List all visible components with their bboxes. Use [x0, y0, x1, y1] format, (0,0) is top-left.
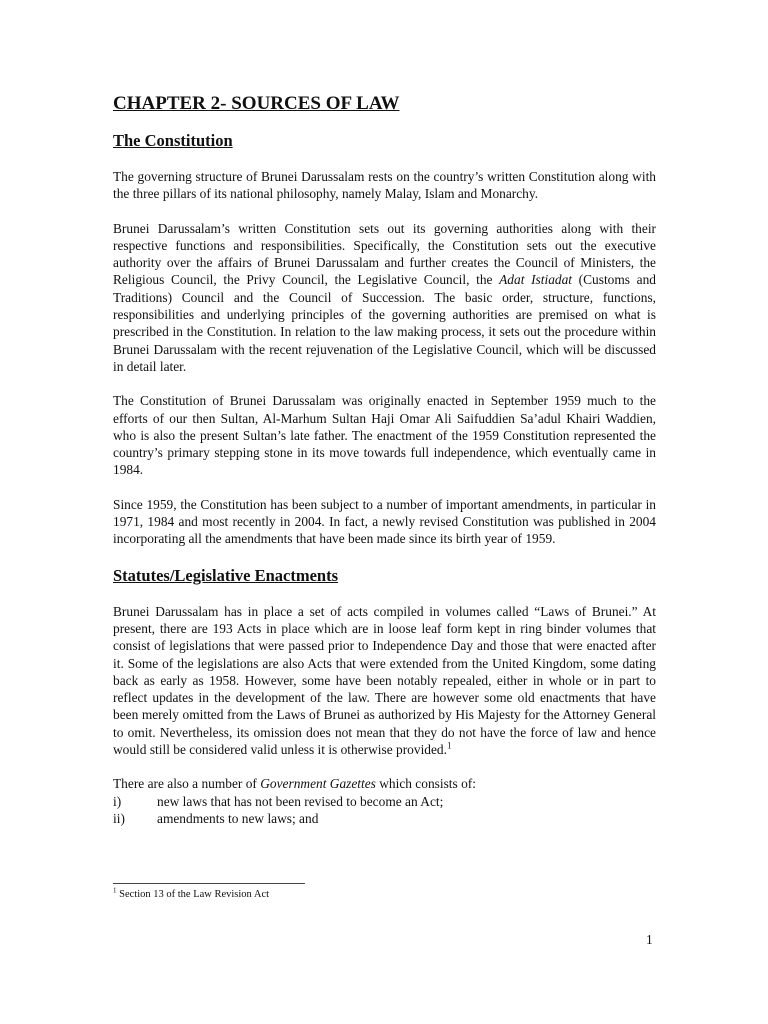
list-item-text: amendments to new laws; and	[157, 810, 319, 826]
statutes-paragraph-1-text: Brunei Darussalam has in place a set of acts compiled in volumes called “Laws of Brunei.” At present, there are 193 Acts in place which are in loose leaf form kept in ring binder volumes that consist of legislations that were passed prior to Independence Day and those that were enacted after it. Some of the legislations are also Acts that were extended from the United Kingdom, some dating back as early as 1958. However, some have been notably repealed, either in whole or in part to reflect updates in the development of the law. There are however some old enactments that have been merely omitted from the Laws of Brunei as authorized by His Majesty for the Attorney General to omit. Nevertheless, its omission does not mean that they do not have the force of law and hence would still be considered valid unless it is otherwise provided.	[113, 603, 656, 758]
statutes-paragraph-2-part-a: There are also a number of	[113, 776, 261, 792]
list-item-number: i)	[113, 793, 122, 809]
footnote-marker: 1	[113, 886, 117, 895]
adat-istiadat-italic: Adat Istiadat	[499, 272, 572, 288]
page-content	[113, 92, 656, 827]
constitution-paragraph-1: The governing structure of Brunei Darussalam rests on the country’s written Constitution along with the three pillars of its national philosophy, namely Malay, Islam and Monarchy.	[113, 169, 656, 202]
gazette-list	[113, 793, 656, 828]
constitution-paragraph-2	[113, 220, 656, 376]
list-item	[113, 793, 656, 810]
footnote-divider	[113, 883, 305, 884]
list-item	[113, 810, 656, 827]
constitution-paragraph-2-part-b: (Customs and Traditions) Council and the Council of Succession. The basic order, structure, functions, responsibilities and underlying principles of the governing authorities are premised on what is prescribed in the Constitution. In relation to the law making process, it sets out the procedure within Brunei Darussalam with the recent rejuvenation of the Legislative Council, which will be discussed in detail later.	[113, 272, 656, 374]
constitution-paragraph-3: The Constitution of Brunei Darussalam was originally enacted in September 1959 much to the efforts of our then Sultan, Al-Marhum Sultan Haji Omar Ali Saifuddien Sa’adul Khairi Waddien, who is also the present Sultan’s late father. The enactment of the 1959 Constitution represented the country’s primary stepping stone in its move towards full independence, which eventually came in 1984.	[113, 393, 656, 478]
statutes-paragraph-1	[113, 603, 656, 759]
statutes-paragraph-2-part-b: which consists of:	[375, 776, 476, 792]
government-gazettes-italic: Government Gazettes	[260, 776, 376, 792]
constitution-paragraph-4: Since 1959, the Constitution has been subject to a number of important amendments, in particular in 1971, 1984 and most recently in 2004. In fact, a newly revised Constitution was published in 2004 incorporating all the amendments that have been made since its birth year of 1959.	[113, 496, 656, 547]
statutes-paragraph-2	[113, 775, 656, 792]
list-item-number: ii)	[113, 810, 125, 826]
footnote-text: Section 13 of the Law Revision Act	[116, 889, 270, 900]
footnote	[113, 888, 269, 902]
list-item-text: new laws that has not been revised to become an Act;	[157, 793, 444, 809]
footnote-reference[interactable]: 1	[446, 740, 452, 751]
constitution-paragraph-2-part-a: Brunei Darussalam’s written Constitution sets out its governing authorities along with their respective functions and responsibilities. Specifically, the Constitution sets out the executive authority over the affairs of Brunei Darussalam and further creates the Council of Ministers, the Religious Council, the Privy Council, the Legislative Council, the	[113, 220, 656, 288]
chapter-title: CHAPTER 2- SOURCES OF LAW	[113, 93, 400, 114]
page-number: 1	[646, 932, 653, 947]
section-title-statutes: Statutes/Legislative Enactments	[113, 565, 339, 585]
section-title-constitution: The Constitution	[113, 131, 233, 150]
